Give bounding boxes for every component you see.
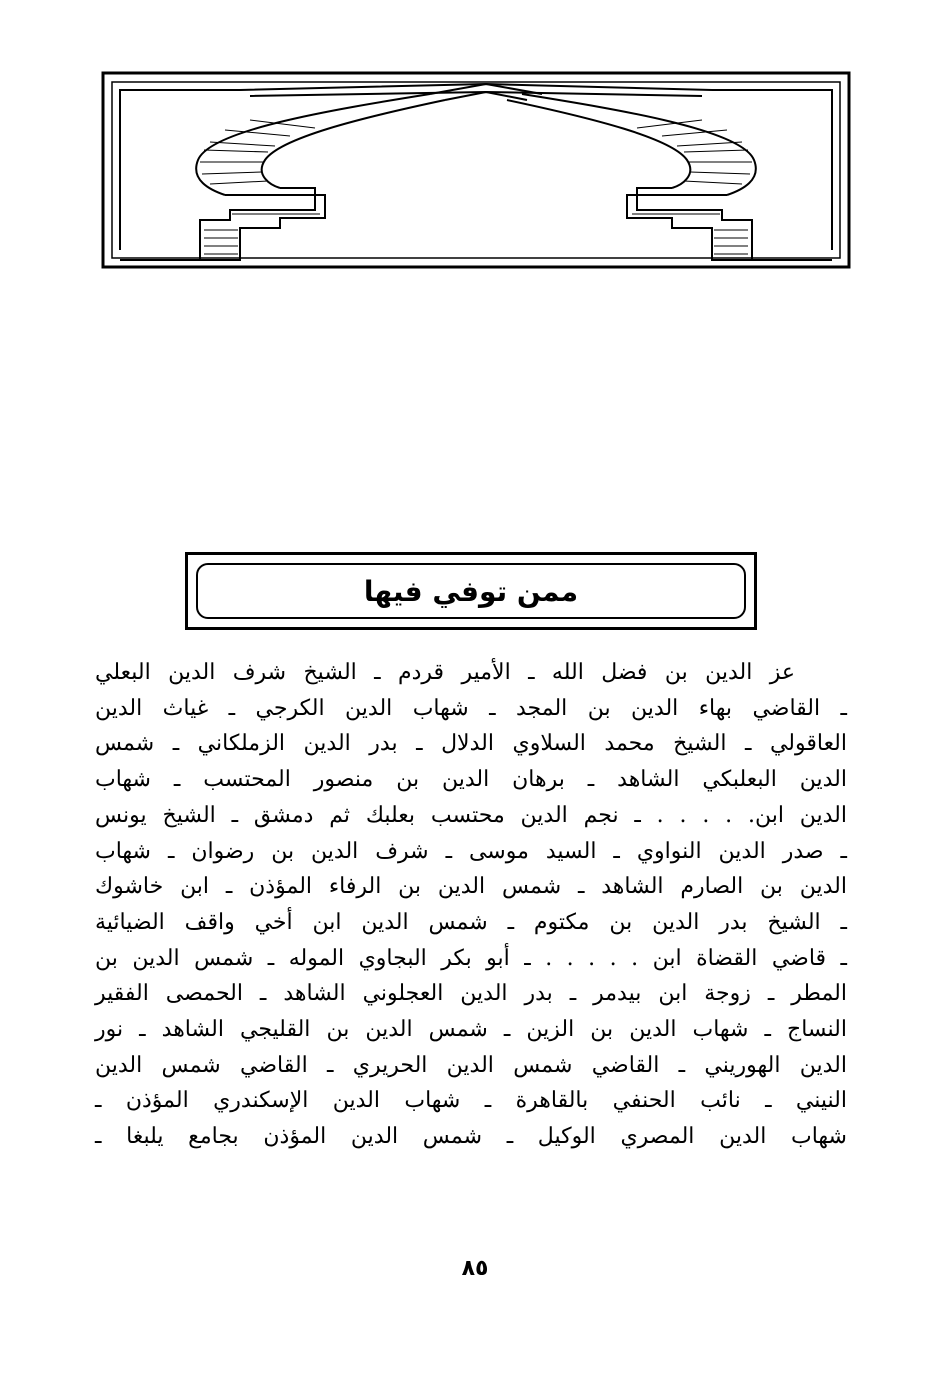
body-line: ـ الشيخ بدر الدين بن مكتوم ـ شمس الدين ابن أخي واقف الضيائية: [95, 909, 847, 935]
page-number: ٨٥: [461, 1256, 489, 1281]
body-line: العاقولي ـ الشيخ محمد السلاوي الدلال ـ بدر الدين الزملكاني ـ شمس: [95, 731, 847, 757]
body-line: النساج ـ شهاب الدين بن الزين ـ شمس الدين بن القليجي الشاهد ـ نور: [95, 1017, 847, 1043]
body-line: المطر ـ زوجة ابن بيدمر ـ بدر الدين العجلوني الشاهد ـ الحمصى الفقير: [95, 981, 847, 1007]
body-line: ـ قاضي القضاة ابن . . . . . ـ أبو بكر البجاوي الموله ـ شمس الدين بن: [95, 945, 847, 971]
body-line: شهاب الدين المصري الوكيل ـ شمس الدين المؤذن بجامع يلبغا ـ: [95, 1124, 847, 1150]
body-line: الدين ابن. . . . . ـ نجم الدين محتسب بعلبك ثم دمشق ـ الشيخ يونس: [95, 802, 847, 828]
body-line: ـ القاضي بهاء الدين بن المجد ـ شهاب الدين الكرجي ـ غياث الدين: [95, 695, 847, 721]
arch-ornament: [100, 70, 852, 270]
section-title-frame: [185, 552, 757, 630]
section-title: ممن توفي فيها: [363, 574, 579, 608]
body-line: الدين البعلبكي الشاهد ـ برهان الدين بن منصور المحتسب ـ شهاب: [95, 767, 847, 793]
body-line: عز الدين بن فضل الله ـ الأمير قردم ـ الشيخ شرف الدين البعلي: [95, 660, 795, 685]
body-line: الدين الهوريني ـ القاضي شمس الدين الحريري ـ القاضي شمس الدين: [95, 1052, 847, 1078]
body-line: الدين بن الصارم الشاهد ـ شمس الدين بن الرفاء المؤذن ـ ابن خاشوك: [95, 874, 847, 900]
body-line: ـ صدر الدين النواوي ـ السيد موسى ـ شرف الدين بن رضوان ـ شهاب: [95, 838, 847, 864]
section-title-inner-frame: [196, 563, 746, 619]
body-paragraph: [95, 655, 847, 1155]
body-line: النيني ـ نائب الحنفي بالقاهرة ـ شهاب الدين الإسكندري المؤذن ـ: [95, 1088, 847, 1114]
